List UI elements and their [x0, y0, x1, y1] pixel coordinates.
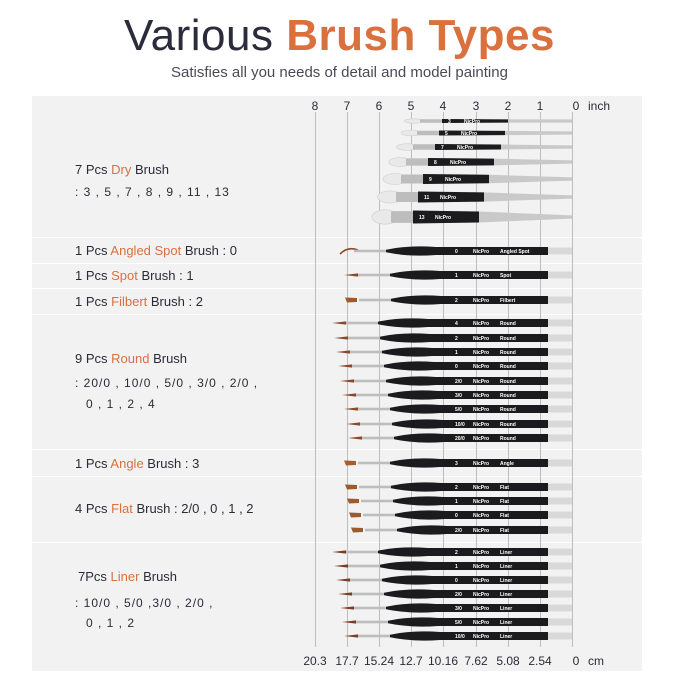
- dry-brush-ferrule: [401, 175, 423, 184]
- brush-type-label: Round: [500, 422, 516, 428]
- cm-tick: 17.7: [335, 654, 359, 668]
- brush-handle: [380, 561, 548, 570]
- brush-end-cap: [548, 378, 572, 385]
- dry-brush: [383, 174, 572, 185]
- brush-brand: NicPro: [473, 298, 490, 304]
- brush-brand: NicPro: [473, 407, 490, 413]
- round-brush: [336, 347, 572, 356]
- brush-tip: [344, 273, 358, 276]
- brush-brand: NicPro: [473, 634, 490, 640]
- cm-tick: 2.54: [528, 654, 552, 668]
- liner-brush: [332, 547, 572, 556]
- angle-brush: [344, 458, 572, 467]
- liner-brush: [342, 617, 572, 626]
- brush-end-cap: [548, 435, 572, 442]
- dry-brush-size: 9: [429, 177, 432, 183]
- brush-type-label: Flat: [500, 513, 509, 519]
- group-sizes-round-line1: : 20/0 , 10/0 , 5/0 , 3/0 , 2/0 ,: [75, 376, 259, 390]
- dry-brush-brand: NicPro: [435, 215, 452, 221]
- brush-handle: [384, 589, 548, 598]
- round-brush: [334, 333, 572, 342]
- brush-brand: NicPro: [473, 364, 490, 370]
- liner-brush: [334, 561, 572, 570]
- brush-ferrule: [360, 423, 392, 426]
- inch-tick: 4: [439, 99, 447, 113]
- brush-tip: [334, 336, 348, 339]
- brush-handle: [388, 617, 548, 626]
- brush-type-label: Flat: [500, 528, 509, 534]
- brush-end-cap: [548, 527, 572, 534]
- brush-end-cap: [548, 406, 572, 413]
- brush-ferrule: [358, 408, 390, 411]
- brush-tip: [346, 422, 360, 425]
- brush-type-label: Angled Spot: [500, 249, 530, 255]
- brush-size: 5/0: [455, 407, 462, 413]
- group-label-spot: 1 Pcs Spot Brush : 1: [75, 268, 194, 283]
- round-brush: [344, 404, 572, 413]
- brush-brand: NicPro: [473, 620, 490, 626]
- dry-brush-brand: NicPro: [457, 145, 474, 151]
- brush-brand: NicPro: [473, 350, 490, 356]
- brush-end-cap: [548, 349, 572, 356]
- dry-brush-brand: NicPro: [445, 177, 462, 183]
- brush-size: 1: [455, 350, 458, 356]
- brush-size: 2: [455, 485, 458, 491]
- brush-size: 2: [455, 550, 458, 556]
- group-label-flat: 4 Pcs Flat Brush : 2/0 , 0 , 1 , 2: [75, 501, 254, 516]
- dry-brush-end: [479, 212, 572, 223]
- brush-ferrule: [348, 337, 380, 340]
- brush-ferrule: [352, 365, 384, 368]
- inch-tick: 8: [311, 99, 319, 113]
- dry-brush-ferrule: [413, 144, 435, 149]
- brush-end-cap: [548, 320, 572, 327]
- brush-tip: [351, 528, 363, 533]
- group-label-round: 9 Pcs Round Brush: [75, 351, 188, 366]
- brush-handle: [393, 496, 548, 505]
- brush-ferrule: [363, 514, 395, 517]
- brush-tip: [345, 485, 357, 490]
- dry-brush: [401, 130, 572, 137]
- cm-tick: 15.24: [364, 654, 395, 668]
- brush-handle: [394, 433, 548, 442]
- brush-type-label: Liner: [500, 564, 513, 570]
- brush-tip: [347, 499, 359, 504]
- brush-type-label: Round: [500, 436, 516, 442]
- brush-type-label: Angle: [500, 461, 514, 467]
- brush-brand: NicPro: [473, 379, 490, 385]
- brush-ferrule: [354, 607, 386, 610]
- flat-brush: [347, 496, 572, 505]
- cm-tick: 20.3: [303, 654, 327, 668]
- brush-brand: NicPro: [473, 592, 490, 598]
- brush-end-cap: [548, 512, 572, 519]
- brush-end-cap: [548, 272, 572, 279]
- dry-brush-end: [494, 159, 572, 166]
- brush-ferrule: [346, 322, 378, 325]
- brush-brand: NicPro: [473, 461, 490, 467]
- brush-brand: NicPro: [473, 321, 490, 327]
- brush-end-cap: [548, 460, 572, 467]
- brush-brand: NicPro: [473, 422, 490, 428]
- liner-brush: [338, 589, 572, 598]
- brush-end-cap: [548, 484, 572, 491]
- brush-end-cap: [548, 297, 572, 304]
- inch-tick: 2: [504, 99, 512, 113]
- brush-end-cap: [548, 498, 572, 505]
- dry-brush: [389, 158, 572, 167]
- brush-brand: NicPro: [473, 393, 490, 399]
- brush-end-cap: [548, 363, 572, 370]
- brush-type-label: Liner: [500, 592, 513, 598]
- brush-ferrule: [352, 593, 384, 596]
- brush-size: 4: [455, 321, 458, 327]
- brush-handle: [395, 510, 548, 519]
- dry-brush-size: 11: [424, 195, 430, 201]
- dry-brush-ferrule: [420, 119, 442, 123]
- brush-type-label: Flat: [500, 485, 509, 491]
- dry-brush-size: 8: [434, 160, 437, 166]
- brush-end-cap: [548, 392, 572, 399]
- brush-brand: NicPro: [473, 564, 490, 570]
- brush-type-label: Liner: [500, 578, 513, 584]
- brush-brand: NicPro: [473, 499, 490, 505]
- brush-type-label: Round: [500, 321, 516, 327]
- brush-handle: [382, 347, 548, 356]
- group-label-angle: 1 Pcs Angle Brush : 3: [75, 456, 200, 471]
- brush-brand: NicPro: [473, 550, 490, 556]
- brush-size: 3: [455, 461, 458, 467]
- inch-tick: 5: [407, 99, 415, 113]
- cm-tick: 7.62: [464, 654, 488, 668]
- brush-brand: NicPro: [473, 578, 490, 584]
- brush-tip: [338, 364, 352, 367]
- dry-brush-end: [505, 131, 572, 135]
- cm-tick: 10.16: [428, 654, 459, 668]
- brush-type-label: Round: [500, 364, 516, 370]
- brush-brand: NicPro: [473, 513, 490, 519]
- title-part-brush-types: Brush Types: [286, 11, 555, 60]
- brush-size: 0: [455, 249, 458, 255]
- dry-brush-size: 13: [419, 215, 425, 221]
- brush-type-label: Flat: [500, 499, 509, 505]
- inch-unit: inch: [588, 99, 611, 113]
- brush-handle: [384, 361, 548, 370]
- brush-type-label: Round: [500, 379, 516, 385]
- brush-type-label: Spot: [500, 273, 512, 279]
- brush-handle: [388, 390, 548, 399]
- brush-ferrule: [356, 394, 388, 397]
- round-brush: [346, 419, 572, 428]
- brush-handle: [380, 333, 548, 342]
- brush-size: 3/0: [455, 393, 462, 399]
- brush-ferrule: [350, 351, 382, 354]
- brush-type-label: Liner: [500, 550, 513, 556]
- brush-size: 0: [455, 578, 458, 584]
- brush-size: 2/0: [455, 528, 462, 534]
- brush-tip: [332, 321, 346, 324]
- brush-handle: [390, 270, 548, 279]
- brush-ferrule: [354, 250, 386, 253]
- dry-brush: [378, 191, 572, 203]
- cm-tick: 0: [572, 654, 580, 668]
- flat-brush: [349, 510, 572, 519]
- round-brush: [348, 433, 572, 442]
- brush-tip: [342, 393, 356, 396]
- dry-brush-end: [508, 119, 572, 122]
- brush-tip: [340, 379, 354, 382]
- brush-handle: [378, 547, 548, 556]
- brush-ferrule: [359, 299, 391, 302]
- group-sizes-dry: : 3 , 5 , 7 , 8 , 9 , 11 , 13: [75, 185, 230, 199]
- brush-type-label: Round: [500, 407, 516, 413]
- brush-handle: [382, 575, 548, 584]
- brush-size: 2: [455, 336, 458, 342]
- spot-brush: [344, 270, 572, 279]
- liner-brush: [344, 631, 572, 640]
- brush-tip: [344, 634, 358, 637]
- brush-type-label: Liner: [500, 620, 513, 626]
- brush-brand: NicPro: [473, 436, 490, 442]
- round-brush: [332, 318, 572, 327]
- brush-type-label: Filbert: [500, 298, 516, 304]
- page-subtitle: Satisfies all you needs of detail and model painting: [171, 64, 508, 81]
- brush-tip: [334, 564, 348, 567]
- round-brush: [342, 390, 572, 399]
- brush-brand: NicPro: [473, 336, 490, 342]
- dry-brush-size: 7: [441, 145, 444, 151]
- brush-ferrule: [356, 621, 388, 624]
- liner-brush: [340, 603, 572, 612]
- dry-brush-brand: NicPro: [440, 195, 457, 201]
- brush-size: 0: [455, 364, 458, 370]
- title-part-various: Various: [124, 11, 274, 60]
- round-brush: [340, 376, 572, 385]
- brush-tip: [342, 620, 356, 623]
- round-brush: [338, 361, 572, 370]
- brush-ferrule: [359, 486, 391, 489]
- brush-tip: [340, 606, 354, 609]
- brush-end-cap: [548, 605, 572, 612]
- dry-brush: [397, 144, 572, 151]
- filbert-brush: [345, 295, 572, 304]
- brush-handle: [392, 419, 548, 428]
- dry-brush-brand: NicPro: [450, 160, 467, 166]
- brush-brand: NicPro: [473, 528, 490, 534]
- inch-tick: 1: [536, 99, 544, 113]
- brush-ferrule: [354, 380, 386, 383]
- brush-handle: [378, 318, 548, 327]
- brush-size: 3/0: [455, 606, 462, 612]
- brush-tip: [336, 350, 350, 353]
- dry-brush-end: [484, 192, 572, 201]
- brush-type-label: Round: [500, 350, 516, 356]
- flat-brush: [345, 482, 572, 491]
- brush-handle: [386, 603, 548, 612]
- group-label-liner: 7Pcs Liner Brush: [78, 569, 178, 584]
- brush-size: 1: [455, 499, 458, 505]
- brush-tip: [345, 298, 357, 303]
- liner-brush: [336, 575, 572, 584]
- brush-handle: [391, 295, 548, 304]
- dry-brush-size: 3: [448, 119, 451, 125]
- group-label-dry: 7 Pcs Dry Brush: [75, 162, 169, 177]
- dry-brush-size: 5: [445, 131, 448, 137]
- brush-end-cap: [548, 421, 572, 428]
- dry-brush-ferrule: [396, 192, 418, 202]
- cm-tick: 5.08: [496, 654, 520, 668]
- dry-brush-end: [489, 175, 572, 183]
- dry-brush-brand: NicPro: [464, 119, 481, 125]
- dry-brush: [404, 119, 572, 125]
- inch-tick: 6: [375, 99, 383, 113]
- brush-end-cap: [548, 549, 572, 556]
- brush-end-cap: [548, 335, 572, 342]
- brush-handle: [391, 482, 548, 491]
- brush-ferrule: [358, 462, 390, 465]
- brush-ferrule: [358, 635, 390, 638]
- cm-tick: 12.7: [399, 654, 423, 668]
- brush-end-cap: [548, 619, 572, 626]
- brush-size: 2/0: [455, 592, 462, 598]
- brush-tip: [332, 550, 346, 553]
- brush-tip: [338, 592, 352, 595]
- inch-tick: 3: [472, 99, 480, 113]
- brush-type-label: Liner: [500, 606, 513, 612]
- brush-size: 5/0: [455, 620, 462, 626]
- brush-ferrule: [362, 437, 394, 440]
- inch-tick: 0: [572, 99, 580, 113]
- brush-brand: NicPro: [473, 273, 490, 279]
- group-label-angled-spot: 1 Pcs Angled Spot Brush : 0: [75, 243, 237, 258]
- brush-brand: NicPro: [473, 606, 490, 612]
- brush-ferrule: [358, 274, 390, 277]
- group-sizes-round-line2: 0 , 1 , 2 , 4: [86, 397, 156, 411]
- brush-size: 1: [455, 273, 458, 279]
- brush-end-cap: [548, 591, 572, 598]
- brush-size: 10/0: [455, 422, 465, 428]
- brush-tip: [344, 461, 356, 466]
- dry-brush-ferrule: [391, 211, 413, 223]
- brush-size: 2/0: [455, 379, 462, 385]
- angled-spot-brush: [340, 246, 572, 255]
- brush-end-cap: [548, 563, 572, 570]
- brush-size: 2: [455, 298, 458, 304]
- dry-brush-brand: NicPro: [461, 131, 478, 137]
- brush-type-label: Round: [500, 336, 516, 342]
- brush-brand: NicPro: [473, 485, 490, 491]
- brush-type-label: Round: [500, 393, 516, 399]
- brush-tip: [349, 513, 361, 518]
- brush-ferrule: [348, 565, 380, 568]
- brush-type-label: Liner: [500, 634, 513, 640]
- brush-end-cap: [548, 633, 572, 640]
- flat-brush: [351, 525, 572, 534]
- brush-size: 10/0: [455, 634, 465, 640]
- group-label-filbert: 1 Pcs Filbert Brush : 2: [75, 294, 203, 309]
- brush-ferrule: [350, 579, 382, 582]
- cm-unit: cm: [588, 654, 604, 668]
- dry-brush-ferrule: [417, 131, 439, 136]
- brush-tip: [344, 407, 358, 410]
- dry-brush-end: [501, 144, 572, 149]
- brush-ferrule: [361, 500, 393, 503]
- brush-brand: NicPro: [473, 249, 490, 255]
- brush-tip: [348, 436, 362, 439]
- brush-end-cap: [548, 577, 572, 584]
- brush-handle: [390, 631, 548, 640]
- brush-size: 20/0: [455, 436, 465, 442]
- brush-handle: [390, 404, 548, 413]
- group-sizes-liner-line2: 0 , 1 , 2: [86, 616, 136, 630]
- brush-handle: [390, 458, 548, 467]
- brush-ferrule: [346, 551, 378, 554]
- brush-size: 1: [455, 564, 458, 570]
- group-sizes-liner-line1: : 10/0 , 5/0 ,3/0 , 2/0 ,: [75, 596, 214, 610]
- brush-ferrule: [365, 529, 397, 532]
- dry-brush-ferrule: [406, 158, 428, 165]
- brush-size: 0: [455, 513, 458, 519]
- brush-end-cap: [548, 248, 572, 255]
- inch-tick: 7: [343, 99, 351, 113]
- brush-tip: [336, 578, 350, 581]
- brush-handle: [386, 376, 548, 385]
- dry-brush: [372, 210, 572, 224]
